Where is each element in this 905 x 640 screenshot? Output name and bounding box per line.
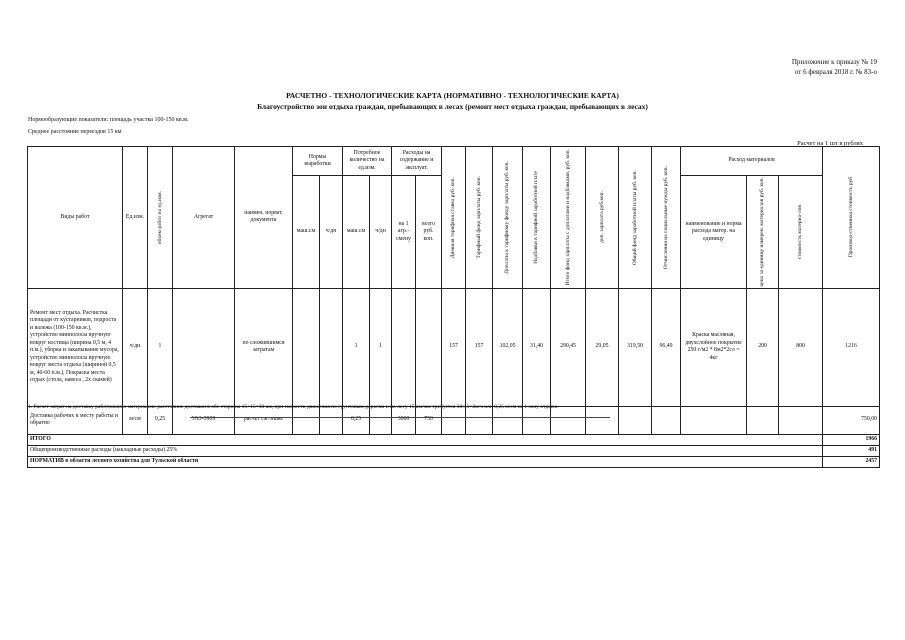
- row2-norm-ch: [320, 406, 343, 434]
- row2-mat-name: [681, 406, 747, 434]
- row2-unit: м/см: [123, 406, 148, 434]
- header-prod-cost-cell: [823, 147, 880, 289]
- appendix-line-2: от 6 февраля 2018 г. № 83-о: [794, 67, 877, 76]
- header-daily-rate: Дневная тарифная ставка руб. коп.: [450, 176, 457, 258]
- row1-prod-cost: 1216: [823, 288, 880, 406]
- header-volume: объем работ на ед.изм.: [156, 190, 163, 244]
- row2-aggregate: УАЗ-3909: [173, 406, 235, 434]
- appendix-line-1: Приложение к приказу № 19: [791, 58, 877, 66]
- cost-table: [27, 146, 880, 468]
- header-per-shift: на 1 агр.-смену: [392, 176, 416, 289]
- header-fuel-costs: Расходы на содержание и эксплуат.: [392, 147, 442, 176]
- header-work-types: Виды работ: [28, 147, 123, 289]
- row1-norm-mash: [293, 288, 320, 406]
- row2-per-shift: 3000: [392, 406, 416, 434]
- header-norms-output: Нормы выработки: [293, 147, 343, 176]
- row1-mat-name: Краска масляная, двухслойное покрытие 250 г/м2 * 8м2*2сл = 4кг: [681, 288, 747, 406]
- overhead-label: Общепроизводственные расходы (накладные расходы) 25%: [28, 445, 823, 456]
- row2-tariff-fund: [466, 406, 493, 434]
- row2-daily-rate: [442, 406, 466, 434]
- row2-surcharges: [493, 406, 523, 434]
- header-volume-cell: [148, 147, 173, 289]
- row1-bonus: 31,40: [523, 288, 551, 406]
- row2-total-fund: [551, 406, 586, 434]
- row1-mat-price: 200: [747, 288, 779, 406]
- itogo-value: 1966: [823, 434, 880, 445]
- row1-work: Ремонт мест отдыха. Расчистка площади от кустарников, подроста и валежа (100-150 кв.м.), устройство минполосы вручную вокруг костища (ширина 0,5 м, 4 п.м.), уборка и закапывание мусора, устройство минполосы вручную вокруг места отдыха (шириной 0,5 м, 40-60 п.м.), Покраска места отдых (стола, навеса , 2х скамей): [28, 288, 123, 406]
- appendix-note: [792, 58, 877, 77]
- row1-total-salary: 319,50: [619, 288, 652, 406]
- header-total-rub: всего руб. коп.: [416, 176, 442, 289]
- row1-tariff-fund: 157: [466, 288, 493, 406]
- row2-total-salary: [619, 406, 652, 434]
- header-bonus: Надбавки к тарифной заработной плате: [533, 170, 540, 264]
- title-sub: Благоустройство зон отдыха граждан, пребывающих в лесах (ремонт мест отдыха граждан, пребывающих в лесах): [257, 102, 648, 111]
- header-mat-price: цена за единицу измерен. материалов руб. коп.: [759, 177, 766, 287]
- row2-bonus: [523, 406, 551, 434]
- normative-row: [28, 456, 880, 467]
- row1-mat-cost: 800: [779, 288, 823, 406]
- row1-req-mash: 1: [343, 288, 370, 406]
- header-tariff-fund: Тарифный фонд зарплаты руб. коп.: [475, 176, 482, 259]
- document-title: [0, 90, 905, 112]
- header-total-salary: Общий фонд заработной платы руб. коп.: [631, 169, 638, 265]
- calc-per-unit: Расчет на 1 шт в рублях: [797, 140, 863, 147]
- header-social-cell: [652, 147, 681, 289]
- overhead-row: [28, 445, 880, 456]
- row2-extra-pay: [586, 406, 619, 434]
- header-surcharges-cell: [493, 147, 523, 289]
- header-extra-pay: доп. зарплата руб.коп.: [598, 191, 605, 244]
- normative-value: 2457: [823, 456, 880, 467]
- row1-surcharges: 102,05: [493, 288, 523, 406]
- row2-norm-doc: расчет см. ниже: [235, 406, 293, 434]
- row2-total: 750: [416, 406, 442, 434]
- average-distance: Среднее расстояние переездов 15 км: [28, 129, 122, 135]
- row1-req-ch: 1: [370, 288, 392, 406]
- header-surcharges: Доплаты к тарифному фонду зарплаты руб. коп.: [504, 160, 511, 274]
- row1-extra-pay: 29,05: [586, 288, 619, 406]
- row2-social: [652, 406, 681, 434]
- row1-per-shift: [392, 288, 416, 406]
- title-main: РАСЧЕТНО - ТЕХНОЛОГИЧЕСКИЕ КАРТА (НОРМАТИВНО - ТЕХНОЛОГИЧЕСКИЕ КАРТА): [286, 91, 619, 100]
- header-norm-mash: маш.см: [293, 176, 320, 289]
- row2-volume: 0,25: [148, 406, 173, 434]
- footnote-divider: [190, 417, 610, 418]
- header-daily-rate-cell: [442, 147, 466, 289]
- header-materials: Расход материалов: [681, 147, 823, 176]
- header-required-qty: Потребное количество на ед.изм.: [343, 147, 392, 176]
- header-mat-price-cell: [747, 176, 779, 289]
- table-row: [28, 288, 880, 406]
- footnote: 1. Расчет затрат на доставку работников и материалов: расстояние доставки в обе стороны 15+15=30 км, при скорости движения по грунтовым дорогам и по лесу 15 км/час требуется 30:15=2м/ч или 0,25 м/см на 1 зону отдыха: [28, 404, 558, 410]
- header-mat-name: наименование и норма расхода матер. на единицу: [681, 176, 747, 289]
- header-req-ch: ч/дн: [370, 176, 392, 289]
- row2-prod-cost: 750,00: [823, 406, 880, 434]
- header-norm-ch: ч/дн: [320, 176, 343, 289]
- header-total-fund-cell: [551, 147, 586, 289]
- row2-mat-cost: [779, 406, 823, 434]
- row1-norm-ch: [320, 288, 343, 406]
- header-req-mash: маш.см: [343, 176, 370, 289]
- row1-unit: ч/дн: [123, 288, 148, 406]
- row1-norm-doc: по сложившимся затратам: [235, 288, 293, 406]
- normative-indicators: Нормообразующие показатели: площадь участка 100-150 кв.м.: [28, 117, 189, 123]
- header-aggregate: Агрегат: [173, 147, 235, 289]
- row1-daily-rate: 157: [442, 288, 466, 406]
- table-row: [28, 406, 880, 434]
- itogo-row: [28, 434, 880, 445]
- row2-mat-price: [747, 406, 779, 434]
- row1-volume: 1: [148, 288, 173, 406]
- row1-aggregate: [173, 288, 235, 406]
- normative-label: НОРМАТИВ в области лесного хозяйства для Тульской области: [28, 456, 823, 467]
- header-extra-pay-cell: [586, 147, 619, 289]
- header-bonus-cell: [523, 147, 551, 289]
- row1-social: 96,49: [652, 288, 681, 406]
- row2-req-mash: 0,25: [343, 406, 370, 434]
- row2-work: Доставка рабочих к месту работы и обратно: [28, 406, 123, 434]
- overhead-value: 491: [823, 445, 880, 456]
- header-tariff-fund-cell: [466, 147, 493, 289]
- itogo-label: ИТОГО: [28, 434, 823, 445]
- row1-total: [416, 288, 442, 406]
- header-mat-cost-cell: [779, 176, 823, 289]
- header-total-fund: Итого фонд зарплаты с доплатами и надбавками, руб. коп.: [564, 149, 571, 286]
- header-total-salary-cell: [619, 147, 652, 289]
- row2-norm-mash: [293, 406, 320, 434]
- row1-total-fund: 290,45: [551, 288, 586, 406]
- header-mat-cost: стоимость материа-лов: [797, 204, 804, 259]
- header-unit: Ед.изм.: [123, 147, 148, 289]
- header-norm-docs: наимен. норват. документа: [235, 147, 293, 289]
- header-prod-cost: Производ-ственная стоимость руб: [847, 177, 854, 258]
- row2-req-ch: [370, 406, 392, 434]
- header-social: Отчисления на социальные нужды руб. коп.: [662, 165, 669, 269]
